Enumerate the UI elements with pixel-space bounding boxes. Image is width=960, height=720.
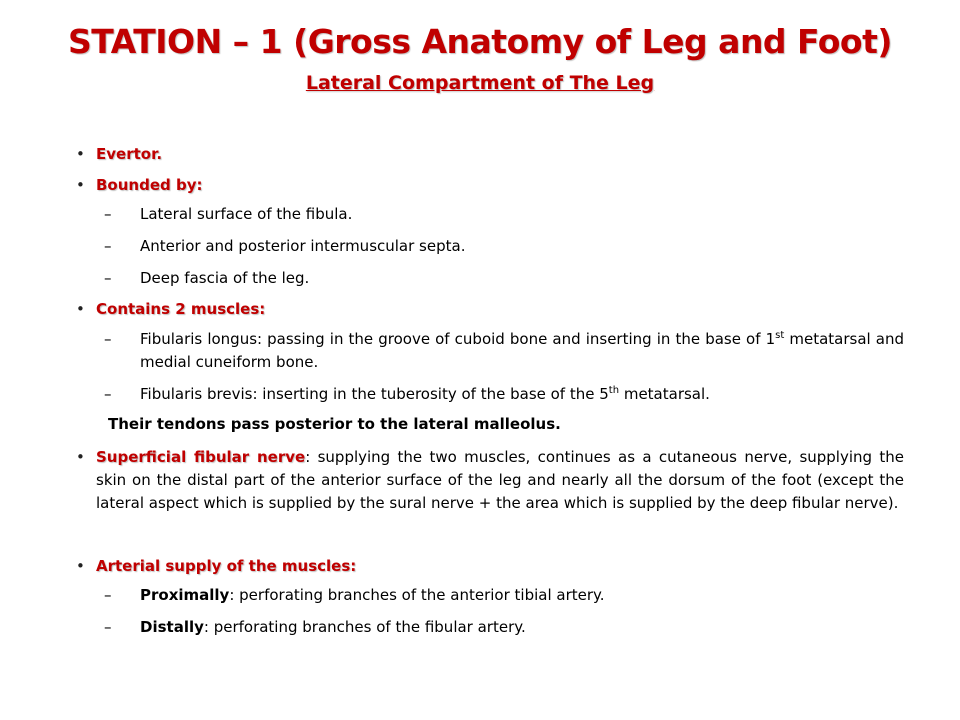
dash-icon: – <box>104 330 112 348</box>
bullet-icon: • <box>76 145 85 163</box>
bullet-text: Superficial fibular nerve: supplying the two muscles, continues as a cutaneous nerve, supplying the skin on the distal part of the anterior surface of the leg and nearly all the dorsum of the foot (except the lateral aspect which is supplied by the sural nerve + the area which is supplied by the deep fibular nerve). <box>96 448 905 512</box>
slide-subtitle: Lateral Compartment of The Leg <box>305 72 655 94</box>
bullet-icon: • <box>76 300 85 318</box>
dash-icon: – <box>104 269 112 287</box>
bullet-icon: • <box>76 557 85 575</box>
bullet-text: Bounded by: <box>96 176 203 194</box>
bullet-text: Contains 2 muscles: <box>96 300 266 318</box>
dash-icon: – <box>104 237 112 255</box>
sub-item-text: Fibularis brevis: inserting in the tuberosity of the base of the 5th metatarsal. <box>140 385 710 403</box>
sub-item-text: Proximally: perforating branches of the anterior tibial artery. <box>140 586 605 604</box>
dash-icon: – <box>104 205 112 223</box>
bullet-icon: • <box>76 176 85 194</box>
bullet-icon: • <box>76 448 85 466</box>
dash-icon: – <box>104 618 112 636</box>
slide-title: STATION – 1 (Gross Anatomy of Leg and Foot) <box>68 22 892 61</box>
bullet-text: Evertor. <box>96 145 163 163</box>
dash-icon: – <box>104 586 112 604</box>
sub-item-text: Lateral surface of the fibula. <box>140 205 353 223</box>
bullet-text: Arterial supply of the muscles: <box>96 557 357 575</box>
sub-item-text: Deep fascia of the leg. <box>140 269 310 287</box>
sub-item-text: Fibularis longus: passing in the groove of cuboid bone and inserting in the base of 1st metatarsal and medial cuneiform bone. <box>140 330 904 371</box>
dash-icon: – <box>104 385 112 403</box>
sub-item-text: Distally: perforating branches of the fibular artery. <box>140 618 526 636</box>
sub-item-text: Anterior and posterior intermuscular septa. <box>140 237 466 255</box>
tendons-note: Their tendons pass posterior to the lateral malleolus. <box>108 415 561 433</box>
